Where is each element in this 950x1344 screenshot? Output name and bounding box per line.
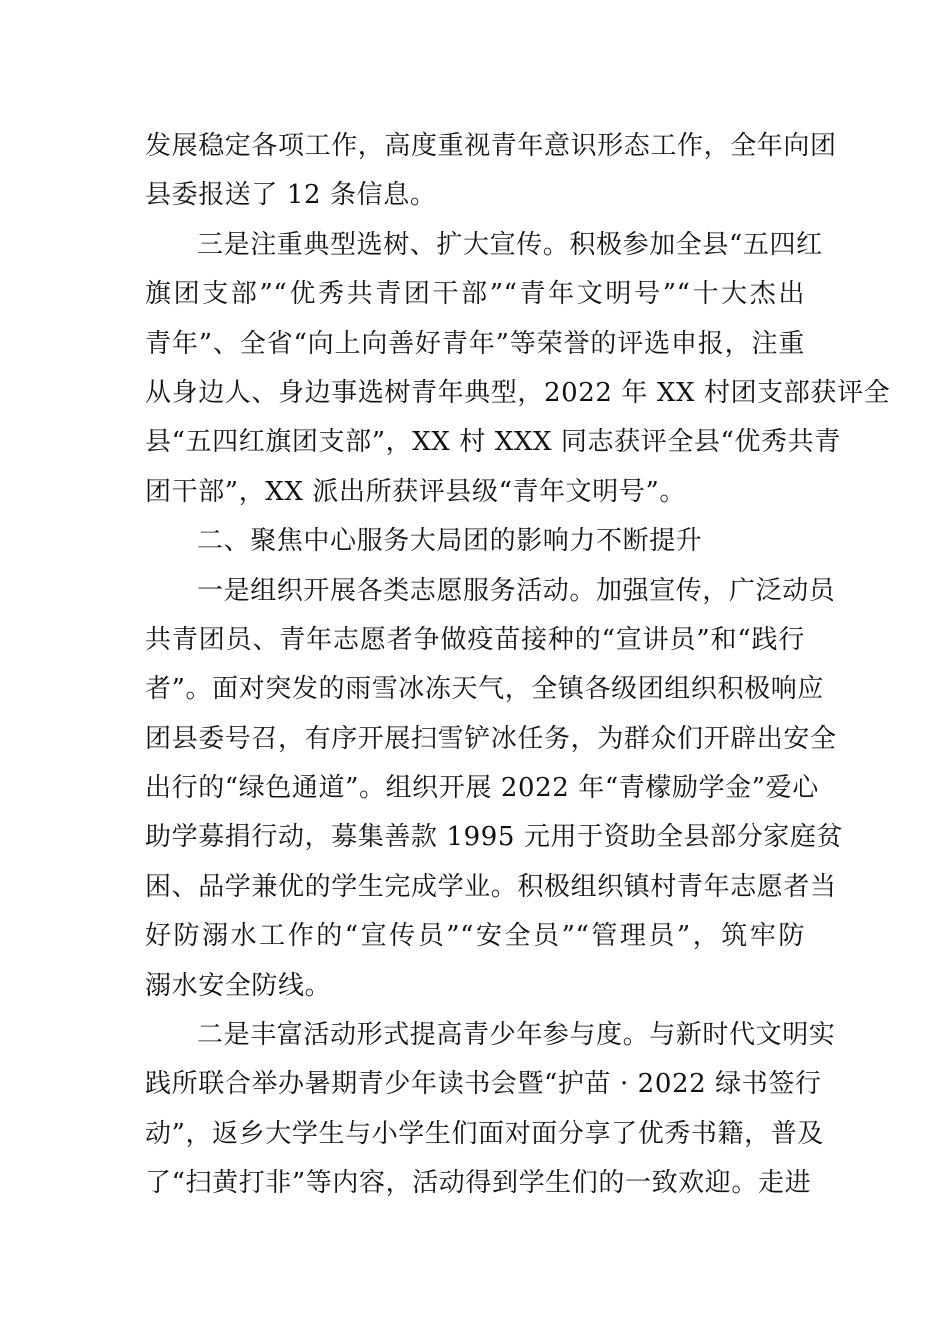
text-line: 旗团支部”“优秀共青团干部”“青年文明号”“十大杰出 xyxy=(145,279,805,310)
text-line: 县“五四红旗团支部”，XX 村 XXX 同志获评全县“优秀共青 xyxy=(145,427,841,458)
text-line: 困、品学兼优的学生完成学业。积极组织镇村青年志愿者当 xyxy=(145,871,837,902)
text-line: 助学募捐行动，募集善款 1995 元用于资助全县部分家庭贫 xyxy=(145,822,844,853)
text-line: 者”。面对突发的雨雪冰冻天气，全镇各级团组织积极响应 xyxy=(145,674,824,705)
text-line: 三是注重典型选树、扩大宣传。积极参加全县“五四红 xyxy=(197,229,823,260)
text-line: 动”，返乡大学生与小学生们面对面分享了优秀书籍，普及 xyxy=(145,1118,824,1149)
text-line: 共青团员、青年志愿者争做疫苗接种的“宣讲员”和“践行 xyxy=(145,624,805,655)
text-line: 了“扫黄打非”等内容，活动得到学生们的一致欢迎。走进 xyxy=(145,1168,812,1199)
text-line: 县委报送了 12 条信息。 xyxy=(145,180,437,211)
text-line: 团县委号召，有序开展扫雪铲冰任务，为群众们开辟出安全 xyxy=(145,723,837,754)
text-line: 一是组织开展各类志愿服务活动。加强宣传，广泛动员 xyxy=(197,575,836,606)
text-line: 践所联合举办暑期青少年读书会暨“护苗 · 2022 绿书签行 xyxy=(145,1069,822,1100)
text-line: 团干部”，XX 派出所获评县级“青年文明号”。 xyxy=(145,476,686,507)
text-line: 二是丰富活动形式提高青少年参与度。与新时代文明实 xyxy=(197,1020,836,1051)
text-line: 发展稳定各项工作，高度重视青年意识形态工作，全年向团 xyxy=(145,131,837,161)
text-line: 出行的“绿色通道”。组织开展 2022 年“青檬励学金”爱心 xyxy=(145,773,819,804)
text-line: 溺水安全防线。 xyxy=(145,970,332,1001)
text-line: 好防溺水工作的“宣传员”“安全员”“管理员”，筑牢防 xyxy=(145,921,805,952)
text-line: 青年”、全省“向上向善好青年”等荣誉的评选申报，注重 xyxy=(145,328,805,359)
text-line: 二、聚焦中心服务大局团的影响力不断提升 xyxy=(197,526,703,557)
text-line: 从身边人、身边事选树青年典型，2022 年 XX 村团支部获评全 xyxy=(145,377,891,408)
document-body xyxy=(145,122,891,1209)
